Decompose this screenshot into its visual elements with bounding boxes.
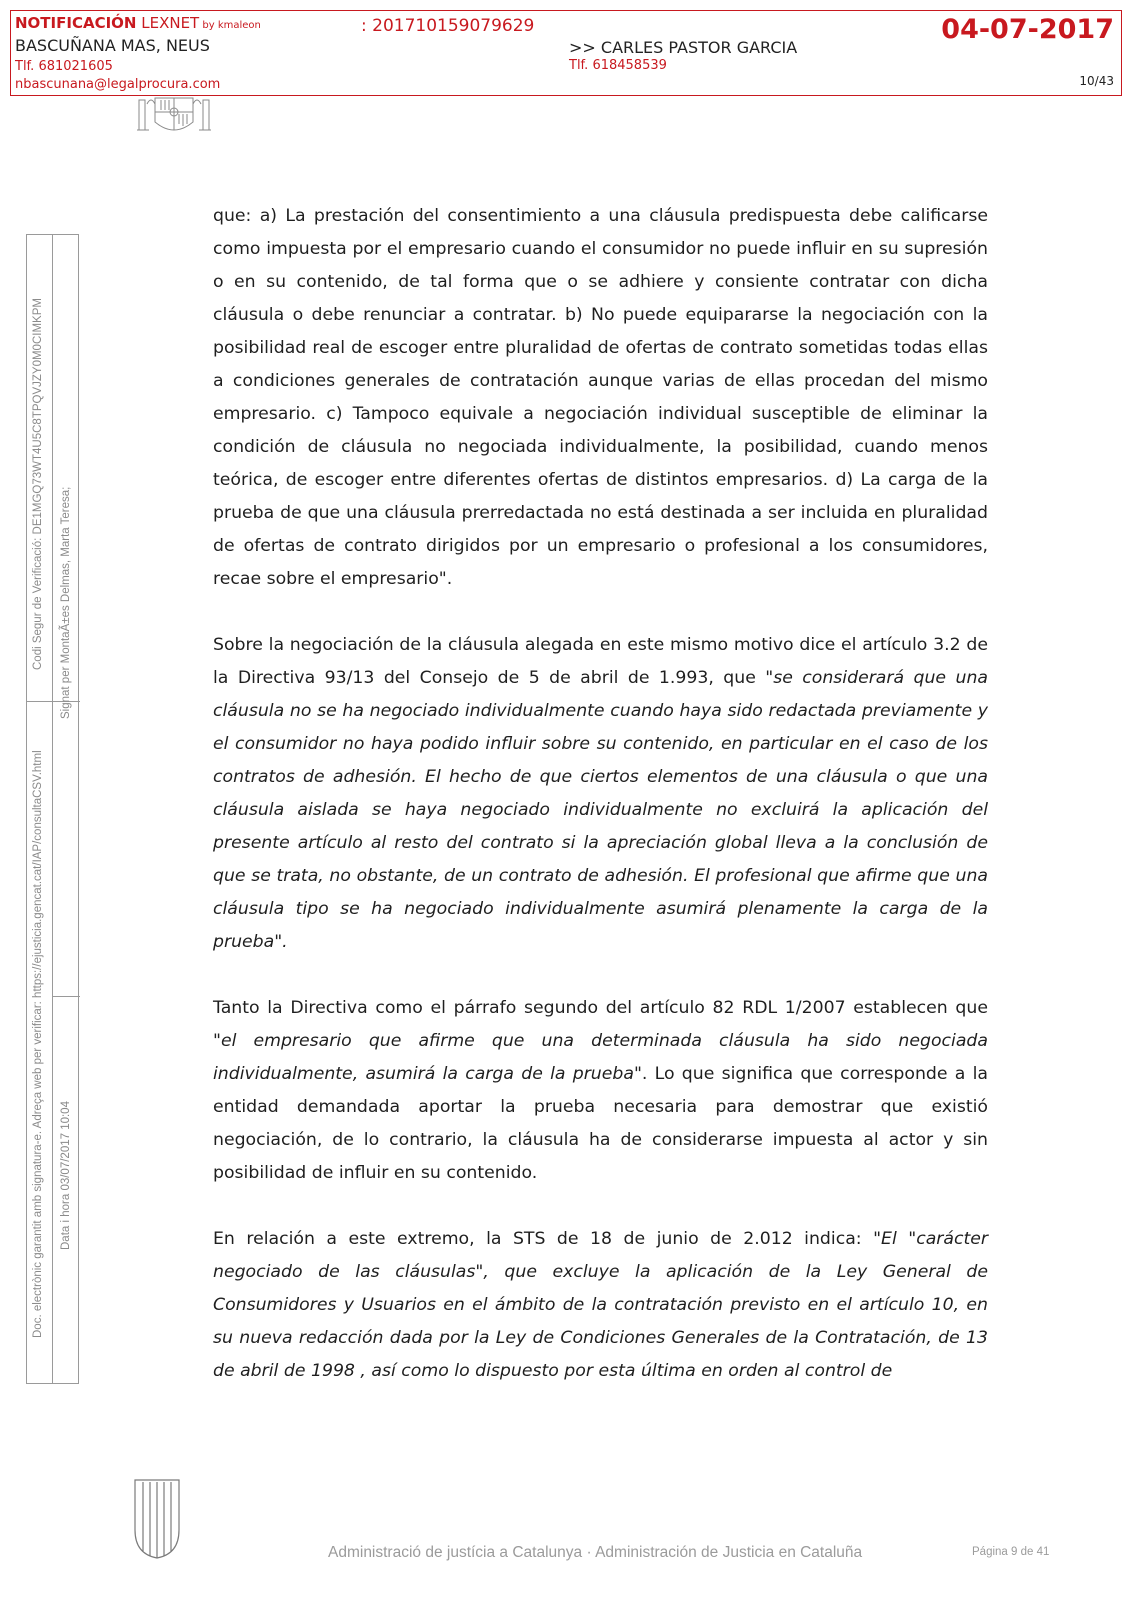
catalonia-emblem-icon bbox=[133, 1478, 181, 1560]
footer-page-number: Página 9 de 41 bbox=[972, 1546, 1050, 1558]
paragraph-2-quote: se considerará que una cláusula no se ha negociado individualmente cuando haya sido redactada previamente y el consumidor no haya podido influir sobre su contenido, en particular en el caso de los contratos de adhesión. El hecho de que ciertos elementos de una cláusula o que una cláusula aislada se haya negociado individualmente no excluirá la aplicación del presente artículo al resto del contrato si la apreciación global lleva a la conclusión de que se trata, no obstante, de un contrato de adhesión. El profesional que afirme que una cláusula tipo se ha negociado individualmente asumirá plenamente la carga de la prueba". bbox=[213, 668, 988, 952]
brand-bold: NOTIFICACIÓN bbox=[15, 14, 137, 32]
document-body bbox=[213, 200, 988, 1421]
paragraph-3-rest: ". Lo que significa que corresponde a la entidad demandada aportar la prueba necesaria para demostrar que existió negociación, de lo contrario, la cláusula ha de considerarse impuesta al actor y sin posibilidad de influir en su contenido. bbox=[213, 1064, 988, 1183]
paragraph-4-intro: En relación a este extremo, la STS de 18 de junio de 2.012 indica: " bbox=[213, 1229, 882, 1249]
paragraph-4-quote: El "carácter negociado de las cláusulas", que excluye la aplicación de la Ley General de Consumidores y Usuarios en el ámbito de la contratación previsto en el artículo 10, en su nueva redacción dada por la Ley de Condiciones Generales de la Contratación, de 13 de abril de 1998 , así como lo dispuesto por esta última en orden al control de bbox=[213, 1229, 988, 1381]
coat-of-arms-icon bbox=[135, 92, 213, 138]
brand bbox=[15, 14, 261, 32]
paragraph-3-quote: el empresario que afirme que una determinada cláusula ha sido negociada individualmente, asumirá la carga de la prueba bbox=[213, 1031, 988, 1084]
signed-by: Signat per MontaÃ±es Delmas, Marta Teresa; bbox=[60, 486, 72, 719]
paragraph-2-intro: Sobre la negociación de la cláusula alegada en este mismo motivo dice el artículo 3.2 de la Directiva 93/13 del Consejo de 5 de abril de 1.993, que " bbox=[213, 635, 988, 688]
recipient-phone: Tlf. 618458539 bbox=[569, 58, 667, 73]
signature-datetime: Data i hora 03/07/2017 10:04 bbox=[60, 1101, 72, 1250]
sender-phone: Tlf. 681021605 bbox=[15, 59, 113, 74]
page-count: 10/43 bbox=[1079, 74, 1114, 88]
strip-divider bbox=[52, 235, 53, 1383]
sender-email: nbascunana@legalprocura.com bbox=[15, 77, 221, 92]
paragraph-3 bbox=[213, 992, 988, 1190]
paragraph-4 bbox=[213, 1223, 988, 1388]
brand-rest: LEXNET bbox=[136, 14, 200, 32]
recipient-name: >> CARLES PASTOR GARCIA bbox=[569, 38, 798, 57]
lexnet-header-banner bbox=[10, 10, 1122, 96]
guarantee-note: Doc. electrònic garantit amb signatura-e. Adreça web per verificar: https://ejusticia.gencat.cat/IAP/consultaCSV.html bbox=[32, 750, 44, 1338]
paragraph-2 bbox=[213, 629, 988, 959]
paragraph-3-intro: Tanto la Directiva como el párrafo segundo del artículo 82 RDL 1/2007 establecen que " bbox=[213, 998, 988, 1051]
notification-date: 04-07-2017 bbox=[941, 14, 1114, 45]
signature-strip bbox=[26, 234, 79, 1384]
sender-name: BASCUÑANA MAS, NEUS bbox=[15, 36, 210, 55]
brand-by: by kmaleon bbox=[199, 20, 261, 31]
strip-divider bbox=[27, 701, 52, 702]
strip-divider bbox=[52, 996, 80, 997]
paragraph-1: que: a) La prestación del consentimiento a una cláusula predispuesta debe calificarse como impuesta por el empresario cuando el consumidor no puede influir en su supresión o en su contenido, de tal forma que o se adhiere y consiente contratar con dicha cláusula o debe renunciar a contratar. b) No puede equipararse la negociación con la posibilidad real de escoger entre pluralidad de ofertas de contrato sometidas todas ellas a condiciones generales de contratación aunque varias de ellas procedan del mismo empresario. c) Tampoco equivale a negociación individual susceptible de eliminar la condición de cláusula no negociada individualmente, la posibilidad, cuando menos teórica, de escoger entre diferentes ofertas de distintos empresarios. d) La carga de la prueba de que una cláusula prerredactada no está destinada a ser incluida en pluralidad de ofertas de contrato dirigidos por un empresario o profesional a los consumidores, recae sobre el empresario". bbox=[213, 206, 988, 589]
footer-administration: Administració de justícia a Catalunya · Administración de Justicia en Cataluña bbox=[328, 1544, 863, 1561]
csv-code: Codi Segur de Verificació: DE1MGQ73WT4U5C8TPQVJZY0M0CIMKPM bbox=[32, 298, 44, 670]
notification-code: : 201710159079629 bbox=[361, 16, 535, 36]
